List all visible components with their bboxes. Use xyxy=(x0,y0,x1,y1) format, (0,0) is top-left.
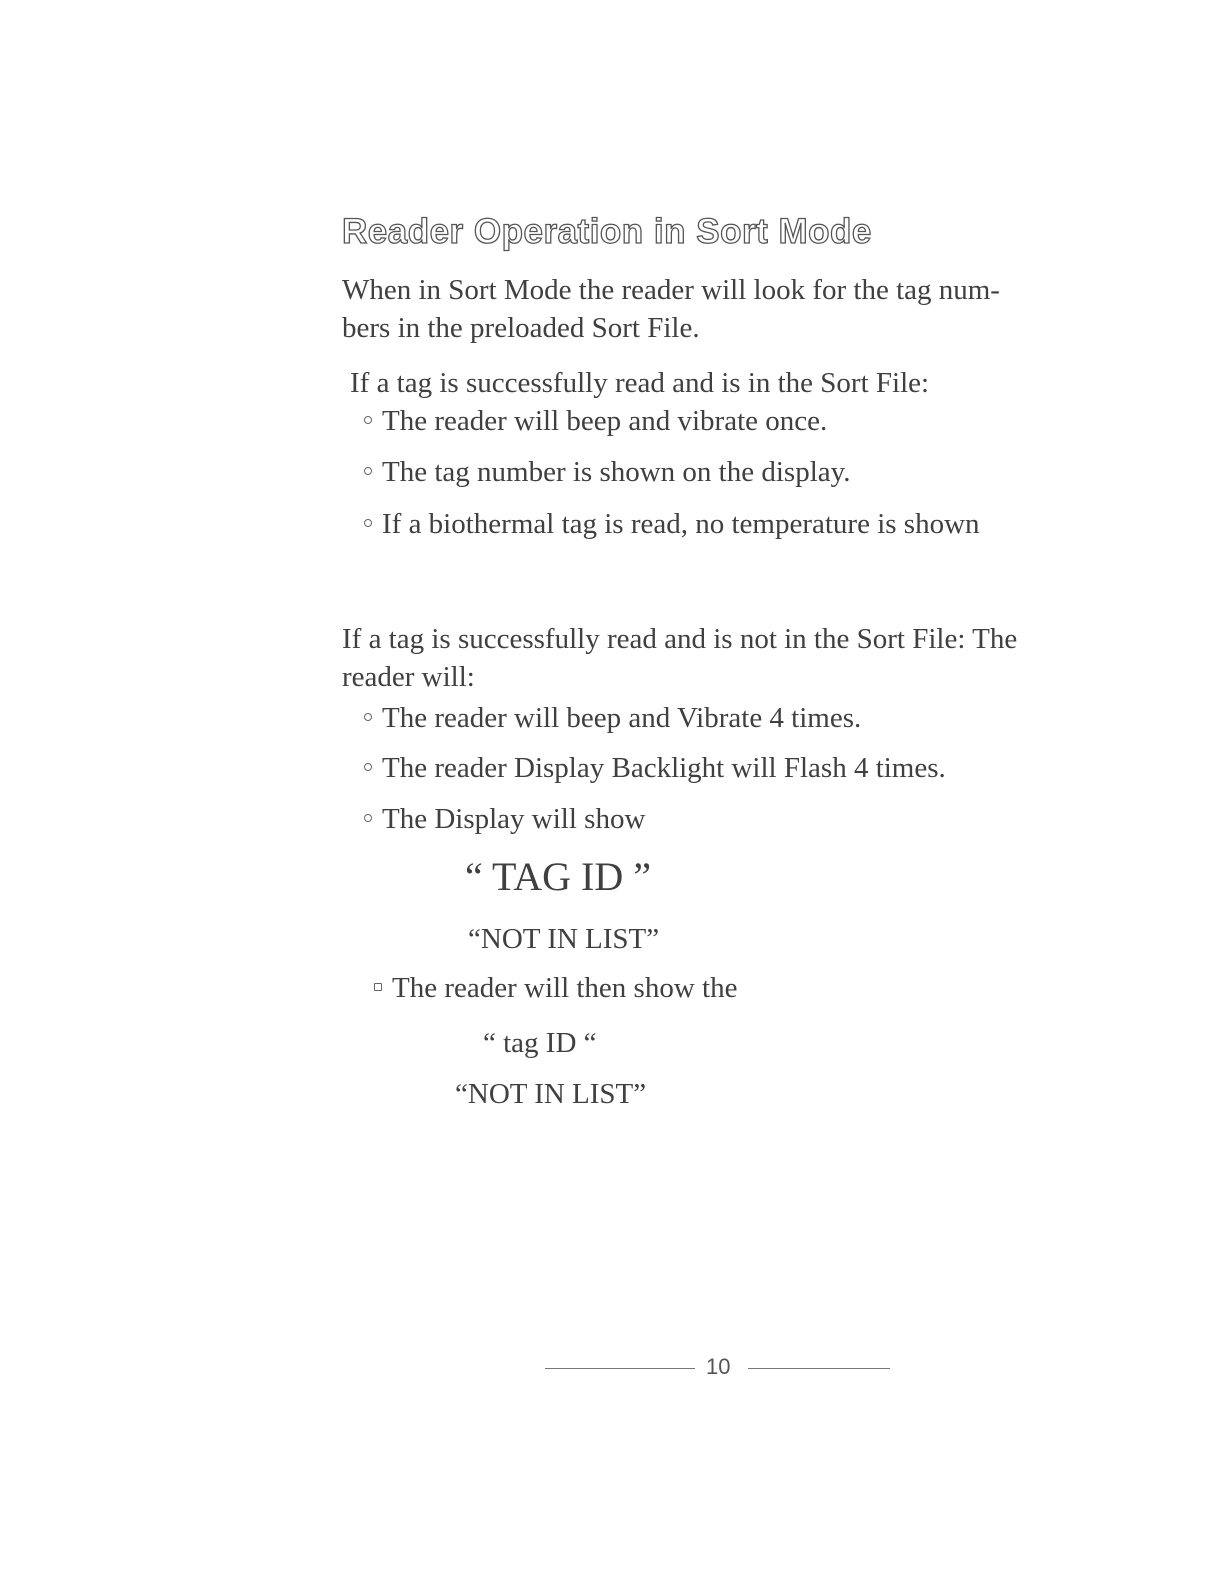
in-list-lead: If a tag is successfully read and is in the Sort File: xyxy=(350,367,930,399)
bullet-text: The reader will beep and vibrate once. xyxy=(382,405,828,437)
list-item xyxy=(364,505,980,543)
list-item xyxy=(364,402,827,440)
bullet-icon xyxy=(364,763,372,771)
not-in-list-lead-line-1: If a tag is successfully read and is not in the Sort File: The xyxy=(342,623,1018,655)
bullet-icon xyxy=(374,983,382,991)
footer-rule-right xyxy=(748,1368,890,1369)
bullet-icon xyxy=(364,814,372,822)
bullet-icon xyxy=(364,519,372,527)
bullet-text: If a biothermal tag is read, no temperature is shown xyxy=(382,508,980,540)
bullet-text: The reader will beep and Vibrate 4 times. xyxy=(382,702,862,734)
list-item xyxy=(364,453,851,491)
bullet-text: The Display will show xyxy=(382,803,646,835)
not-in-list-lead-line-2: reader will: xyxy=(342,661,475,693)
bullet-icon xyxy=(364,416,372,424)
list-item xyxy=(364,800,645,838)
page-number: 10 xyxy=(706,1354,731,1379)
display-tag-id: “ TAG ID ” xyxy=(465,854,651,899)
list-item xyxy=(364,699,861,737)
bullet-text: The reader Display Backlight will Flash 4 times. xyxy=(382,752,946,784)
list-item xyxy=(364,749,946,787)
bullet-text: The tag number is shown on the display. xyxy=(382,456,851,488)
footer-rule-left xyxy=(545,1368,695,1369)
section-heading: Reader Operation in Sort Mode xyxy=(342,212,872,251)
bullet-icon xyxy=(364,713,372,721)
intro-line-2: bers in the preloaded Sort File. xyxy=(342,312,700,344)
intro-line-1: When in Sort Mode the reader will look for the tag num- xyxy=(342,274,1000,306)
bullet-icon xyxy=(364,467,372,475)
page-footer xyxy=(0,1354,1232,1384)
bullet-text: The reader will then show the xyxy=(392,972,738,1004)
display-not-in-list-2: “NOT IN LIST” xyxy=(455,1078,647,1110)
list-item xyxy=(374,969,737,1007)
display-not-in-list: “NOT IN LIST” xyxy=(468,923,660,955)
display-tag-id-2: “ tag ID “ xyxy=(483,1027,597,1059)
